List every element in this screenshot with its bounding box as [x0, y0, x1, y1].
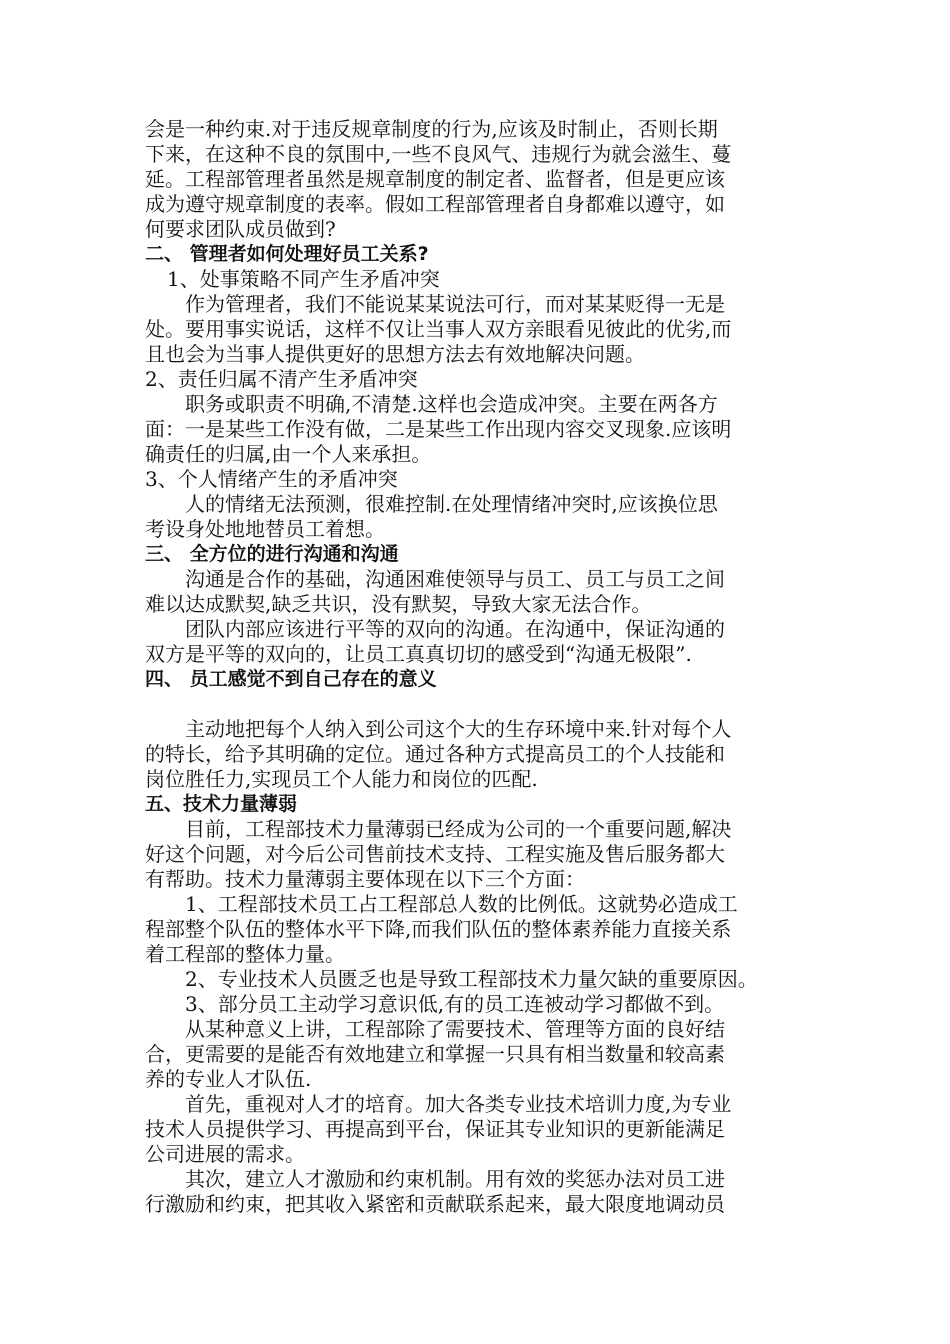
- text-line: 人的情绪无法预测，很难控制.在处理情绪冲突时,应该换位思: [185, 492, 718, 516]
- text-line: 处。要用事实说话，这样不仅让当事人双方亲眼看见彼此的优劣,而: [145, 317, 732, 341]
- text-line: 2、责任归属不清产生矛盾冲突: [145, 367, 418, 391]
- text-line: 确责任的归属,由一个人来承担。: [145, 442, 432, 466]
- section-heading: 二、 管理者如何处理好员工关系?: [145, 243, 429, 265]
- text-line: 行激励和约束，把其收入紧密和贡献联系起来，最大限度地调动员: [145, 1192, 725, 1216]
- document-page: [145, 117, 805, 1217]
- text-line: 面：一是某些工作没有做，二是某些工作出现内容交叉现象.应该明: [145, 417, 732, 441]
- text-line: 1、工程部技术员工占工程部总人数的比例低。这就势必造成工: [185, 892, 738, 916]
- text-line: 难以达成默契,缺乏共识，没有默契，导致大家无法合作。: [145, 592, 652, 616]
- text-line: 合，更需要的是能否有效地建立和掌握一只具有相当数量和较高素: [145, 1042, 725, 1066]
- text-line: 着工程部的整体力量。: [145, 942, 345, 966]
- text-line: 岗位胜任力,实现员工个人能力和岗位的匹配.: [145, 767, 538, 791]
- text-line: 会是一种约束.对于违反规章制度的行为,应该及时制止，否则长期: [145, 117, 718, 141]
- text-line: 沟通是合作的基础，沟通困难使领导与员工、员工与员工之间: [185, 567, 725, 591]
- text-line: 首先，重视对人才的培育。加大各类专业技术培训力度,为专业: [185, 1092, 732, 1116]
- text-line: 成为遵守规章制度的表率。假如工程部管理者自身都难以遵守，如: [145, 192, 725, 216]
- text-line: 2、专业技术人员匮乏也是导致工程部技术力量欠缺的重要原因。: [185, 967, 758, 991]
- section-heading: 五、技术力量薄弱: [145, 793, 298, 815]
- text-line: 何要求团队成员做到?: [145, 217, 336, 241]
- text-line: 目前，工程部技术力量薄弱已经成为公司的一个重要问题,解决: [185, 817, 732, 841]
- text-line: 3、个人情绪产生的矛盾冲突: [145, 467, 398, 491]
- text-line: 作为管理者，我们不能说某某说法可行，而对某某贬得一无是: [185, 292, 725, 316]
- text-line: 养的专业人才队伍.: [145, 1067, 312, 1091]
- text-line: 考设身处地地替员工着想。: [145, 517, 385, 541]
- text-line: 程部整个队伍的整体水平下降,而我们队伍的整体素养能力直接关系: [145, 917, 732, 941]
- text-line: 延。工程部管理者虽然是规章制度的制定者、监督者，但是更应该: [145, 167, 725, 191]
- section-heading: 三、 全方位的进行沟通和沟通: [145, 543, 399, 565]
- text-line: 主动地把每个人纳入到公司这个大的生存环境中来.针对每个人: [185, 717, 732, 741]
- text-line: 且也会为当事人提供更好的思想方法去有效地解决问题。: [145, 342, 645, 366]
- text-line: 有帮助。技术力量薄弱主要体现在以下三个方面：: [145, 867, 585, 891]
- text-line: 职务或职责不明确,不清楚.这样也会造成冲突。主要在两各方: [185, 392, 718, 416]
- text-line: 双方是平等的双向的，让员工真真切切的感受到“沟通无极限”.: [145, 642, 692, 666]
- section-heading: 四、 员工感觉不到自己存在的意义: [145, 668, 437, 690]
- text-line: 下来，在这种不良的氛围中,一些不良风气、违规行为就会滋生、蔓: [145, 142, 732, 166]
- text-line: 技术人员提供学习、再提高到平台，保证其专业知识的更新能满足: [145, 1117, 725, 1141]
- text-line: 1、处事策略不同产生矛盾冲突: [167, 267, 440, 291]
- text-line: 从某种意义上讲，工程部除了需要技术、管理等方面的良好结: [185, 1017, 725, 1041]
- text-line: 其次，建立人才激励和约束机制。用有效的奖惩办法对员工进: [185, 1167, 725, 1191]
- blank-line: [145, 692, 805, 717]
- text-line: 的特长，给予其明确的定位。通过各种方式提高员工的个人技能和: [145, 742, 725, 766]
- text-line: 好这个问题，对今后公司售前技术支持、工程实施及售后服务都大: [145, 842, 725, 866]
- text-line: 公司进展的需求。: [145, 1142, 305, 1166]
- text-line: 3、部分员工主动学习意识低,有的员工连被动学习都做不到。: [185, 992, 725, 1016]
- text-line: 团队内部应该进行平等的双向的沟通。在沟通中，保证沟通的: [185, 617, 725, 641]
